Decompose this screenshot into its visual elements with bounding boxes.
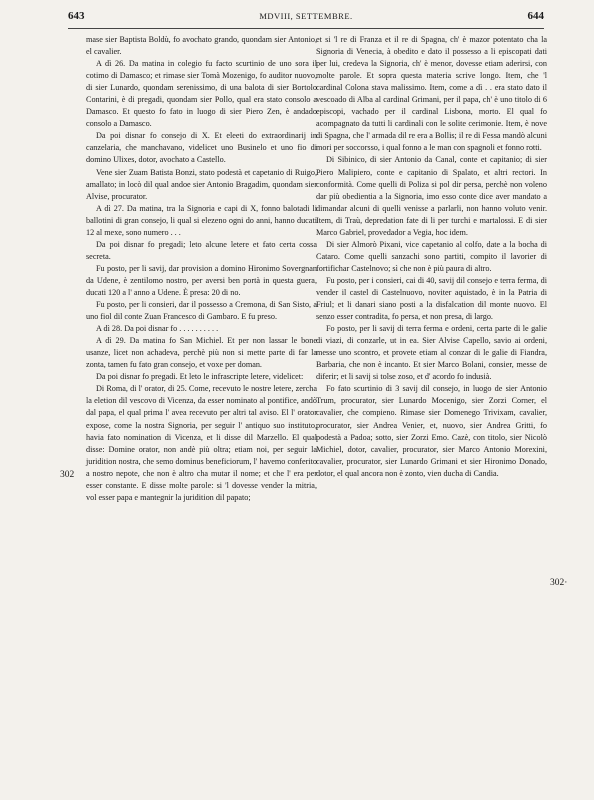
running-title: MDVIII, SETTEMBRE. [259,11,353,21]
page-number-left: 643 [68,10,85,22]
paragraph: A dì 28. Da poi disnar fo . . . . . . . . . . [96,324,219,334]
paragraph: Di Sibinico, di sier Antonio da Canal, conte et capitanio; di sier Piero Malipiero, conte e capitanio di Spalato, et altri rectori. In conformità. Come quelli di Poliza si pol dir persa, perchè non voleno dar più obedientia a la Signoria, imo esso conte dice aver mandato a dimandar alcuni di quelli venisse a parlarli, non hanno voluto venir. Item, di Traù, depredation fate di li per turchi e martalossi. E di sier Marco Gabriel, provedador a Vegia, hoc idem. [316,155,547,237]
page-header [68,10,544,26]
paragraph: Vene sier Zuam Batista Bonzi, stato podestà et capetanio di Ruigo, amallato; in locò dil qual andoe sier Antonio Bragadim, quondam sier Alvise, procurator. [86,167,317,201]
paragraph: A dì 29. Da matina fo San Michiel. Et per non lassar le bone usanze, licet non achadeva, perchè più non si mette parte di far la zonta, tamen fu fato gran consejo, et voxe per doman. [86,336,317,370]
left-column [86,34,317,504]
paragraph: Da poi disnar fo pregadi; leto alcune letere et fato certa cossa secreta. [86,239,317,261]
paragraph: Di sier Almorò Pixani, vice capetanio al colfo, date a la bocha di Cataro. Come quelli sanzachi sono partiti, compito il lavorier di fortifichar Castelnovo; sì che non è più paura di altro. [316,239,547,273]
paragraph: Da poi disnar fo consejo di X. Et eleeti do extraordinarij in canzelaria, che manchavano, videlicet uno Businelo et uno fio di domino Ulixes, dotor, avochato a Castello. [86,131,317,165]
paragraph: Fu posto, per li consieri, dar il possesso a Cremona, di San Sisto, a uno fiol dil conte Zuan Francesco di Gambaro. E fu preso. [86,300,317,322]
right-column [316,34,547,480]
paragraph: Fu posto, per i consieri, cai di 40, savij dil consejo e terra ferma, di vender il castel di Castelnuovo, noviter aquistado, è in la Patria di Friul; et li danari siano posti a la disfalcation dil monte nuovo. El senzo esser contradita, fo persa, et non presa, di largo. [316,275,547,322]
paragraph: Fo fato scurtinio di 3 savij dil consejo, in luogo de sier Antonio Trum, procurator, sier Lunardo Mocenigo, sier Zorzi Corner, el cavalier, che compieno. Rimase sier Domenego Trivixam, cavalier, procurator, sier Andrea Venier, et, nuovo, sier Andrea Gritti, fo podestà a Padoa; sotto, sier Zorzi Emo. Cazè, con titolo, sier Nicolò Michiel, dotor, cavalier, procurator, sier Marco Antonio Morexini, cavalier, procurator, sier Lunardo Grimani et sier Hironimo Donado, dotor, el qual ancora non è zonto, vien ducha di Candia. [316,384,547,478]
paragraph: Di Roma, di l' orator, di 25. Come, recevuto le nostre letere, zercha la eletion dil vescovo di Vicenza, da esser nominato al pontifice, andò dal papa, el qual prima l' avea recevuto per altri tal aviso. El l' orator expose, come la nostra Signoria, per seguir l' antiquo suo instituto, havia fato nomination di Vicenza, et li disse dil Marzello. El qual disse: Domine orator, non andè più oltra; etiam noi, per seguir la juridition nostra, che semo dominus beneficiorum, l' havemo conferito a nostro nepote, che non è altro cha mutar il nome; et che l' era per esser constante. E disse molte parole: si 'l dovesse vender la mitria, vol esser papa e mantegnir la juridition dil papato; [86,384,317,502]
page-number-right: 644 [527,10,544,22]
paragraph: Fo posto, per li savij di terra ferma e ordeni, certa parte di le galie di viazi, di conzarle, ut in ea. Sier Alvise Capello, savio ai ordeni, messe uno scontro, et provete etiam al conzar di le galie di Fiandra, Barbaria, che non è incanto. Et sier Marco Bolani, consier, messe de diferir; et li savij si tolse zoso, et d' acordo fo indusià. [316,324,547,382]
paragraph: A dì 26. Da matina in colegio fu facto scurtinio de uno sora il cotimo di Damasco; et rimase sier Tomà Mozenigo, fo auditor nuovo, di sier Lunardo, quondam serenissimo, di una balota di sier Bortolo Contarini, è di pregadi, quondam sier Pollo, qual era stato consolo a Damasco. Et questo fo fato in luogo di sier Piero Zen, è andado consolo a Damasco. [86,59,317,129]
margin-number-right: 302· [550,578,568,588]
paragraph: Fu posto, per li savij, dar provision a domino Hironimo Sovergnan da Udene, è zentilomo nostro, per aversi ben portà in questa guera, ducati 120 a l' anno a Udene. È presa: 20 di no. [86,263,317,297]
paragraph: Da poi disnar fo pregadi. Et leto le infrascripte letere, videlicet: [96,372,304,382]
header-rule [68,28,544,29]
paragraph: mase sier Baptista Boldù, fo avochato grando, quondam sier Antonio, el cavalier. [86,35,317,57]
paragraph: A dì 27. Da matina, tra la Signoria e capi di X, fonno balotadi li ballotini di gran consejo, li qual si elezeno ogni do anni, hanno ducati 12 al mexe, sono numero . . . [86,203,317,237]
paragraph: et si 'l re di Franza et il re di Spagna, ch' è mazor potentato cha la Signoria di Venecia, à obedito e dato il possesso a li episcopati dati per lui, credeva la Signoria, ch' è menor, dovesse etiam aderirsi, con molte parole. Et sopra questa materia scrive longo. Item, che 'l cardinal Colona stava malissimo. Item, come a dì . . era stato dato il vescoado di Alba al cardinal Grimani, per il papa, ch' è uno titolo di 6 episcopi, vachado per il cardinal Lisbona, morto. El qual fo acompagnato da tutti li cardinali con le solite cerimonie. Item, è nove di Spagna, che l' armada dil re era a Bollis; il re di Fessa mandò alcuni mori per soccorsso, i qual fonno a le man con spagnoli et fonno rotti. [316,35,547,153]
margin-number-left: 302 [60,470,75,480]
